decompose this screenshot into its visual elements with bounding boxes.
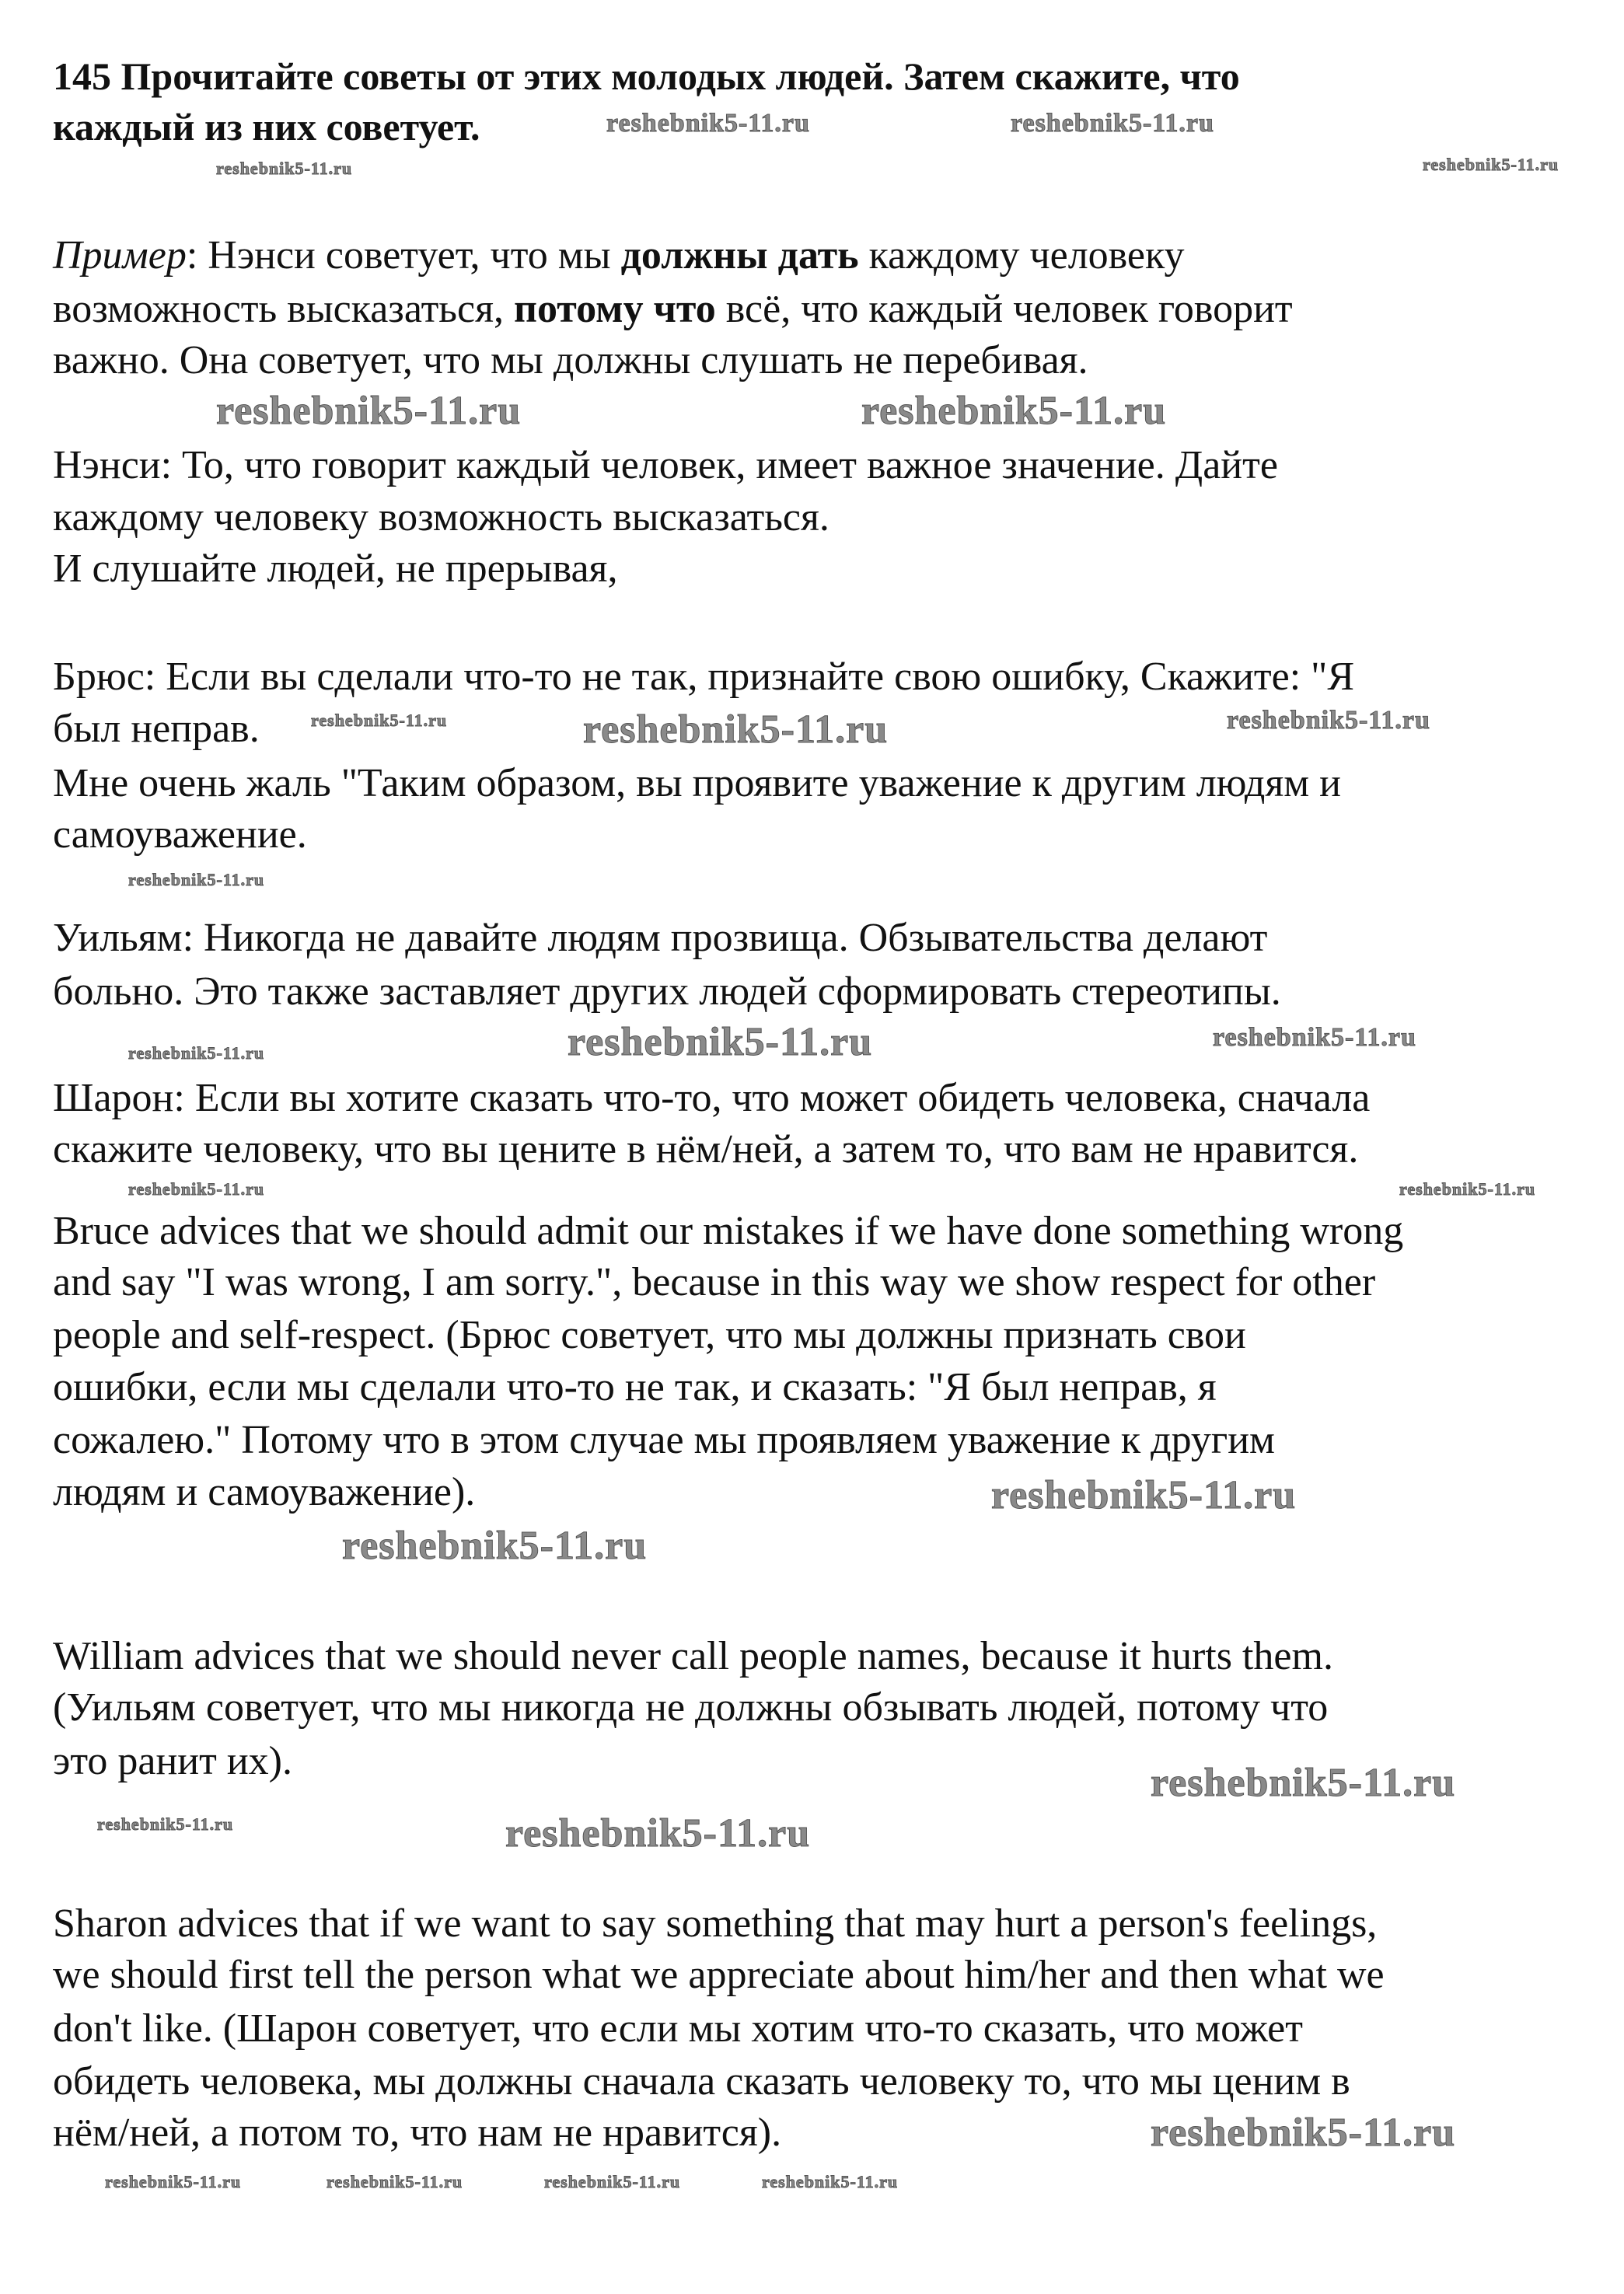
watermark: reshebnik5-11.ru <box>128 1179 265 1199</box>
watermark: reshebnik5-11.ru <box>861 389 1167 433</box>
paragraph-1-line-2: каждому человеку возможность высказаться. <box>53 495 829 539</box>
watermark: reshebnik5-11.ru <box>105 2172 242 2191</box>
paragraph-1-line-1: Нэнси: То, что говорит каждый человек, имеет важное значение. Дайте <box>53 443 1278 487</box>
watermark: reshebnik5-11.ru <box>1011 109 1214 138</box>
example-line-2 <box>53 285 1293 334</box>
paragraph-5-line-3: people and self-respect. (Брюс советует, что мы должны признать свои <box>53 1313 1246 1357</box>
paragraph-5-line-5: сожалею." Потому что в этом случае мы проявляем уважение к другим <box>53 1418 1275 1462</box>
task-title-line-1: 145 Прочитайте советы от этих молодых людей. Затем скажите, что <box>53 54 1240 98</box>
watermark: reshebnik5-11.ru <box>1399 1179 1536 1199</box>
example-line-1 <box>53 231 1185 281</box>
watermark: reshebnik5-11.ru <box>1423 155 1559 174</box>
example-line-3: важно. Она советует, что мы должны слушать не перебивая. <box>53 338 1088 382</box>
task-title-line-2: каждый из них советует. <box>53 105 480 148</box>
paragraph-2-line-4: самоуважение. <box>53 812 307 857</box>
example-text: возможность высказаться, <box>53 287 515 331</box>
paragraph-2-line-2: был неправ. <box>53 707 260 751</box>
watermark: reshebnik5-11.ru <box>1151 1761 1456 1805</box>
paragraph-7-line-2: we should first tell the person what we appreciate about him/her and then what we <box>53 1953 1385 1997</box>
paragraph-6-line-1: William advices that we should never call people names, because it hurts them. <box>53 1634 1333 1678</box>
watermark: reshebnik5-11.ru <box>606 109 810 138</box>
paragraph-4-line-1: Шарон: Если вы хотите сказать что-то, что может обидеть человека, сначала <box>53 1076 1371 1120</box>
paragraph-7-line-5: нём/ней, а потом то, что нам не нравится). <box>53 2111 782 2155</box>
watermark: reshebnik5-11.ru <box>1151 2111 1456 2155</box>
watermark: reshebnik5-11.ru <box>1227 706 1430 735</box>
example-bold-text: потому что <box>514 287 716 331</box>
paragraph-2-line-1: Брюс: Если вы сделали что-то не так, признайте свою ошибку, Скажите: "Я <box>53 655 1355 699</box>
watermark: reshebnik5-11.ru <box>216 389 522 433</box>
paragraph-5-line-1: Bruce advices that we should admit our mistakes if we have done something wrong <box>53 1209 1404 1253</box>
example-text: каждому человеку <box>858 233 1185 278</box>
paragraph-2-line-3: Мне очень жаль "Таким образом, вы проявите уважение к другим людям и <box>53 761 1341 805</box>
paragraph-3-line-2: больно. Это также заставляет других людей сформировать стереотипы. <box>53 969 1281 1014</box>
watermark: reshebnik5-11.ru <box>1213 1023 1416 1052</box>
watermark: reshebnik5-11.ru <box>505 1811 811 1856</box>
example-label: Пример <box>53 233 187 278</box>
watermark: reshebnik5-11.ru <box>128 1043 265 1063</box>
example-text: : Нэнси советует, что мы <box>186 233 621 278</box>
watermark: reshebnik5-11.ru <box>311 711 448 730</box>
paragraph-3-line-1: Уильям: Никогда не давайте людям прозвища. Обзывательства делают <box>53 916 1268 960</box>
paragraph-7-line-1: Sharon advices that if we want to say something that may hurt a person's feelings, <box>53 1901 1378 1946</box>
watermark: reshebnik5-11.ru <box>342 1524 648 1568</box>
watermark: reshebnik5-11.ru <box>583 707 889 752</box>
example-text: всё, что каждый человек говорит <box>715 287 1293 331</box>
paragraph-4-line-2: скажите человеку, что вы цените в нём/ней, а затем то, что вам не нравится. <box>53 1127 1359 1171</box>
paragraph-6-line-3: это ранит их). <box>53 1739 292 1783</box>
watermark: reshebnik5-11.ru <box>544 2172 681 2191</box>
example-bold-text: должны дать <box>620 233 859 278</box>
watermark: reshebnik5-11.ru <box>327 2172 463 2191</box>
watermark: reshebnik5-11.ru <box>216 159 353 178</box>
paragraph-7-line-3: don't like. (Шарон советует, что если мы хотим что-то сказать, что может <box>53 2006 1303 2051</box>
watermark: reshebnik5-11.ru <box>568 1020 873 1064</box>
paragraph-7-line-4: обидеть человека, мы должны сначала сказать человеку то, что мы ценим в <box>53 2059 1350 2104</box>
watermark: reshebnik5-11.ru <box>128 870 265 889</box>
paragraph-1-line-3: И слушайте людей, не прерывая, <box>53 546 618 591</box>
paragraph-5-line-6: людям и самоуважение). <box>53 1470 476 1514</box>
paragraph-5-line-4: ошибки, если мы сделали что-то не так, и сказать: "Я был неправ, я <box>53 1365 1217 1409</box>
watermark: reshebnik5-11.ru <box>762 2172 899 2191</box>
watermark: reshebnik5-11.ru <box>97 1814 234 1834</box>
watermark: reshebnik5-11.ru <box>991 1473 1297 1517</box>
paragraph-6-line-2: (Уильям советует, что мы никогда не должны обзывать людей, потому что <box>53 1685 1329 1730</box>
paragraph-5-line-2: and say "I was wrong, I am sorry.", because in this way we show respect for other <box>53 1260 1376 1304</box>
